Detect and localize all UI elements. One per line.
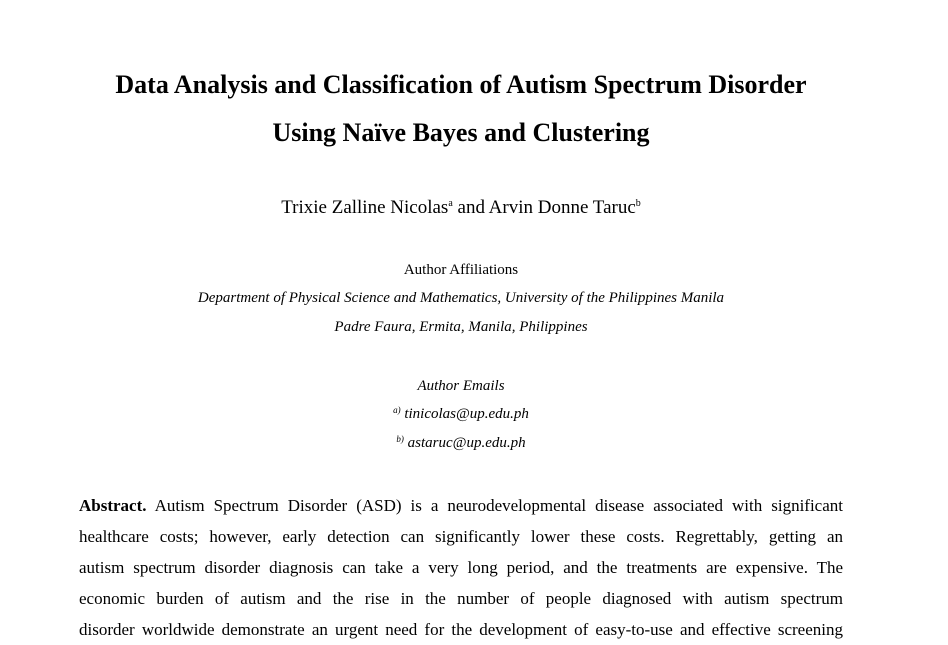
email-address: astaruc@up.edu.ph xyxy=(407,435,526,451)
abstract-line: economic burden of autism and the rise in the number of people diagnosed with autism spectrum xyxy=(79,589,843,608)
abstract-line: healthcare costs; however, early detection can significantly lower these costs. Regrettably, getting an xyxy=(79,527,843,546)
email-marker: b) xyxy=(396,434,404,444)
abstract-line xyxy=(79,490,843,521)
author-name: Trixie Zalline Nicolas xyxy=(281,197,449,218)
abstract-line: autism spectrum disorder diagnosis can take a very long period, and the treatments are expensive. The xyxy=(79,558,843,577)
emails-heading: Author Emails xyxy=(417,378,505,394)
abstract-line: disorder worldwide demonstrate an urgent need for the development of easy-to-use and effective screening xyxy=(79,620,843,639)
abstract-text: Autism Spectrum Disorder (ASD) is a neurodevelopmental disease associated with significant xyxy=(154,496,843,515)
author-superscript: b xyxy=(635,198,641,209)
author-list xyxy=(0,196,922,220)
paper-title-line-2: Using Naïve Bayes and Clustering xyxy=(272,118,650,147)
paper-title-line-1: Data Analysis and Classification of Autism Spectrum Disorder xyxy=(115,70,807,99)
email-marker: a) xyxy=(393,405,401,415)
affiliation-address: Padre Faura, Ermita, Manila, Philippines xyxy=(334,319,588,335)
author-connector: and xyxy=(452,197,489,218)
abstract-label: Abstract. xyxy=(79,496,147,515)
affiliations-heading: Author Affiliations xyxy=(403,262,519,278)
email-line-b xyxy=(0,433,922,453)
affiliation-department: Department of Physical Science and Mathematics, University of the Philippines Manila xyxy=(197,290,725,306)
email-line-a xyxy=(0,404,922,424)
email-address: tinicolas@up.edu.ph xyxy=(404,406,529,422)
abstract-paragraph xyxy=(79,490,843,645)
author-superscript: a xyxy=(448,198,453,209)
author-name: Arvin Donne Taruc xyxy=(488,197,636,218)
